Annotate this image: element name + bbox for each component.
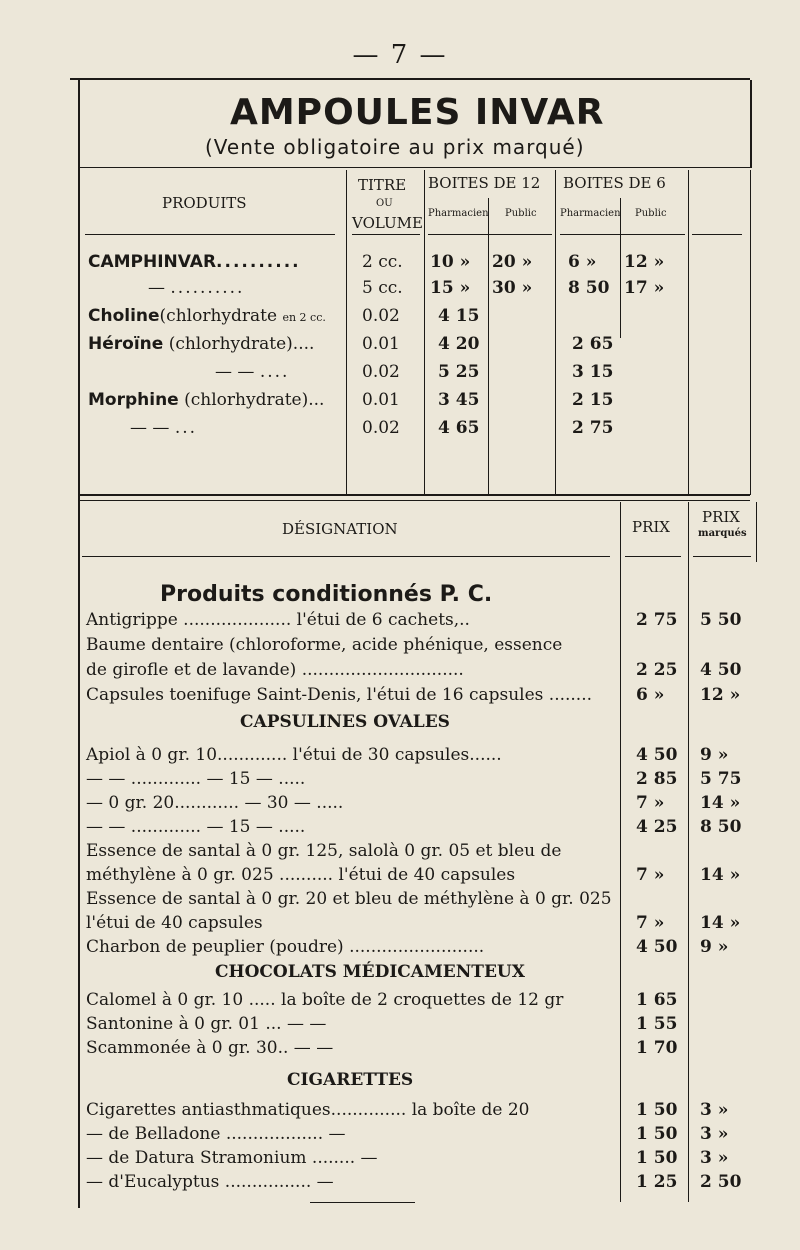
header-public: Public: [505, 208, 537, 219]
row-text: Calomel à 0 gr. 10 ..... la boîte de 2 croquettes de 12 gr: [86, 990, 564, 1010]
row-b6-pharm: 3 15: [572, 362, 614, 382]
section-rule: [80, 500, 750, 501]
row-text: — d'Eucalyptus ................ —: [86, 1172, 334, 1192]
frame-left: [78, 80, 80, 1208]
row-text: — 0 gr. 20............ — 30 — .....: [86, 793, 344, 813]
row-prix: 6 »: [636, 685, 665, 705]
row-titre: 0.02: [362, 306, 400, 326]
row-titre: 2 cc.: [362, 252, 403, 272]
leader-dots: ....: [259, 362, 290, 382]
row-text: Scammonée à 0 gr. 30.. — —: [86, 1038, 334, 1058]
row-b12-pharm: 10 »: [430, 252, 471, 272]
row-marque: 14 »: [700, 913, 741, 933]
header-pharmacien-6: Pharmacien: [560, 208, 621, 219]
col-line: [688, 502, 689, 1202]
row-prix: 1 50: [636, 1100, 678, 1120]
product-detail: (chlorhydrate: [159, 306, 278, 326]
product-name: — —: [130, 418, 170, 438]
row-text: Apiol à 0 gr. 10............. l'étui de 30 capsules......: [86, 745, 502, 765]
row-b12-pharm: 3 45: [438, 390, 480, 410]
subsection-title: CIGARETTES: [287, 1070, 414, 1090]
row-text: — de Belladone .................. —: [86, 1124, 346, 1144]
row-marque: 12 »: [700, 685, 741, 705]
row-marque: 3 »: [700, 1124, 729, 1144]
subsection-title: CAPSULINES OVALES: [240, 712, 450, 732]
header-ou: OU: [376, 198, 393, 209]
row-prix: 1 55: [636, 1014, 678, 1034]
product-name: Héroïne: [88, 334, 164, 354]
frame-right: [750, 80, 752, 168]
leader-dots: ..........: [170, 278, 245, 298]
frame-top: [70, 78, 750, 80]
row-text: Cigarettes antiasthmatiques.............. la boîte de 20: [86, 1100, 530, 1120]
row-prix: 1 65: [636, 990, 678, 1010]
title-rule: [80, 167, 750, 168]
row-text: — — ............. — 15 — .....: [86, 817, 306, 837]
row-marque: 3 »: [700, 1148, 729, 1168]
page-number: — 7 —: [352, 40, 448, 70]
header-rule: [625, 556, 681, 557]
row-prix: 2 25: [636, 660, 678, 680]
header-public-6: Public: [635, 208, 667, 219]
row-marque: 2 50: [700, 1172, 742, 1192]
row-b6-pharm: 2 15: [572, 390, 614, 410]
row-b6-pub: 17 »: [624, 278, 665, 298]
col-line: [488, 198, 489, 495]
row-prix: 4 50: [636, 745, 678, 765]
row-marque: 5 50: [700, 610, 742, 630]
row-prix: 7 »: [636, 865, 665, 885]
row-choline-name: [88, 306, 326, 326]
row-b12-pharm: 4 65: [438, 418, 480, 438]
row-prix: 1 50: [636, 1124, 678, 1144]
product-name: — —: [215, 362, 255, 382]
row-text: — — ............. — 15 — .....: [86, 769, 306, 789]
row-prix: 7 »: [636, 913, 665, 933]
row-b6-pharm: 2 75: [572, 418, 614, 438]
row-b12-pharm: 5 25: [438, 362, 480, 382]
row-b6-pharm: 2 65: [572, 334, 614, 354]
row-b12-pharm: 4 15: [438, 306, 480, 326]
row-text: de girofle et de lavande) ..............................: [86, 660, 464, 680]
product-note: en 2 cc.: [282, 311, 326, 324]
row-heroine-name: [88, 334, 314, 354]
row-marque: 8 50: [700, 817, 742, 837]
row-prix: 7 »: [636, 793, 665, 813]
row-b6-pub: 12 »: [624, 252, 665, 272]
row-b12-pharm: 15 »: [430, 278, 471, 298]
section-rule: [80, 494, 750, 496]
product-name: Morphine: [88, 390, 179, 410]
header-rule: [85, 234, 335, 235]
row-text: l'étui de 40 capsules: [86, 913, 263, 933]
row-morphine2-name: [130, 418, 197, 438]
row-b6-pharm: 8 50: [568, 278, 610, 298]
row-text: méthylène à 0 gr. 025 .......... l'étui de 40 capsules: [86, 865, 516, 885]
header-designation: DÉSIGNATION: [282, 520, 398, 538]
col-line: [688, 170, 689, 495]
col-line: [756, 502, 757, 562]
row-camphinvar-name: [88, 252, 301, 272]
row-prix: 1 25: [636, 1172, 678, 1192]
header-volume: VOLUME: [352, 214, 423, 232]
bottom-rule: [310, 1202, 415, 1203]
row-b12-pub: 20 »: [492, 252, 533, 272]
row-text: Essence de santal à 0 gr. 125, salolà 0 gr. 05 et bleu de: [86, 841, 562, 861]
header-rule: [352, 234, 420, 235]
product-detail: (chlorhydrate)...: [184, 390, 325, 410]
row-prix: 1 70: [636, 1038, 678, 1058]
row-morphine-name: [88, 390, 324, 410]
header-prix: PRIX: [632, 518, 670, 536]
header-rule: [692, 234, 742, 235]
header-rule: [560, 234, 685, 235]
header-boites6: BOITES DE 6: [563, 174, 666, 192]
row-5cc-name: [148, 278, 244, 298]
leader-dots: ..........: [216, 252, 301, 272]
header-produits: PRODUITS: [162, 194, 247, 212]
section-title: Produits conditionnés P. C.: [160, 582, 493, 607]
row-b12-pharm: 4 20: [438, 334, 480, 354]
col-line: [620, 502, 621, 1202]
row-titre: 5 cc.: [362, 278, 403, 298]
header-boites12: BOITES DE 12: [428, 174, 541, 192]
col-line: [620, 198, 621, 338]
row-text: Baume dentaire (chloroforme, acide phénique, essence: [86, 635, 563, 655]
product-name: CAMPHINVAR: [88, 252, 217, 272]
row-text: Antigrippe .................... l'étui de 6 cachets,..: [86, 610, 470, 630]
header-prix-marques: PRIX: [702, 508, 740, 526]
row-titre: 0.01: [362, 334, 400, 354]
row-text: Charbon de peuplier (poudre) .........................: [86, 937, 485, 957]
header-rule: [82, 556, 610, 557]
row-marque: 4 50: [700, 660, 742, 680]
row-titre: 0.02: [362, 418, 400, 438]
page-subtitle: (Vente obligatoire au prix marqué): [205, 135, 585, 159]
row-prix: 1 50: [636, 1148, 678, 1168]
header-rule: [428, 234, 552, 235]
row-marque: 3 »: [700, 1100, 729, 1120]
row-heroine2-name: [215, 362, 289, 382]
product-detail: (chlorhydrate)....: [168, 334, 315, 354]
row-b6-pharm: 6 »: [568, 252, 597, 272]
col-line: [555, 170, 556, 495]
row-marque: 14 »: [700, 793, 741, 813]
header-titre: TITRE: [358, 176, 407, 194]
row-titre: 0.01: [362, 390, 400, 410]
row-text: Santonine à 0 gr. 01 ... — —: [86, 1014, 327, 1034]
subsection-title: CHOCOLATS MÉDICAMENTEUX: [215, 962, 525, 982]
row-marque: 5 75: [700, 769, 742, 789]
col-line: [346, 170, 347, 495]
col-line: [750, 170, 751, 495]
row-marque: 9 »: [700, 937, 729, 957]
header-marques: marqués: [698, 528, 747, 539]
row-prix: 4 50: [636, 937, 678, 957]
product-name: —: [148, 278, 165, 298]
row-text: Capsules toenifuge Saint-Denis, l'étui de 16 capsules ........: [86, 685, 593, 705]
header-rule: [693, 556, 751, 557]
row-titre: 0.02: [362, 362, 400, 382]
header-pharmacien: Pharmacien: [428, 208, 489, 219]
row-b12-pub: 30 »: [492, 278, 533, 298]
row-text: Essence de santal à 0 gr. 20 et bleu de méthylène à 0 gr. 025: [86, 889, 612, 909]
row-text: — de Datura Stramonium ........ —: [86, 1148, 378, 1168]
row-marque: 14 »: [700, 865, 741, 885]
col-line: [424, 170, 425, 495]
leader-dots: ...: [174, 418, 198, 438]
row-marque: 9 »: [700, 745, 729, 765]
product-name: Choline: [88, 306, 160, 326]
row-prix: 4 25: [636, 817, 678, 837]
row-prix: 2 75: [636, 610, 678, 630]
page-title: AMPOULES INVAR: [230, 92, 605, 133]
row-prix: 2 85: [636, 769, 678, 789]
